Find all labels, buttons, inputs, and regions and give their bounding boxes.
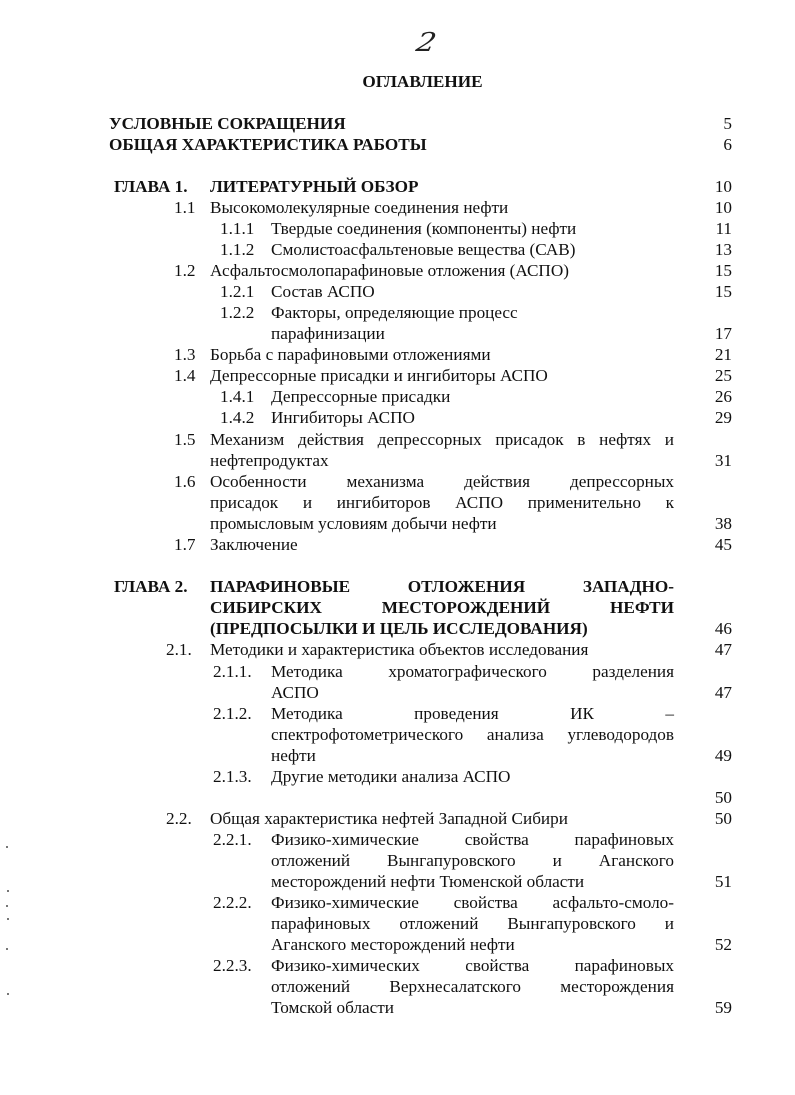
section-number: 1.5 [174, 430, 196, 449]
scan-speck [7, 918, 9, 920]
chapter-2-label: ГЛАВА 2. [114, 577, 188, 596]
toc-page-number: 31 [714, 451, 732, 470]
toc-entry-general-characteristics[interactable]: ОБЩАЯ ХАРАКТЕРИСТИКА РАБОТЫ [109, 135, 427, 154]
toc-entry-1-2-2-line2[interactable]: парафинизации [271, 324, 385, 343]
toc-page-number: 10 [714, 198, 732, 217]
toc-page-number: 29 [714, 408, 732, 427]
toc-entry-2-2-2-line2[interactable]: парафиновых отложений Вынгапуровского и [271, 914, 674, 933]
toc-page-number: 25 [714, 366, 732, 385]
toc-entry-2-1-3[interactable]: Другие методики анализа АСПО [271, 767, 511, 786]
section-number: 1.4 [174, 366, 196, 385]
scan-speck [7, 890, 9, 892]
toc-entry-1-1-1[interactable]: Твердые соединения (компоненты) нефти [271, 219, 577, 238]
toc-page-number: 46 [714, 619, 732, 638]
toc-entry-2-1-1-line2[interactable]: АСПО [271, 683, 319, 702]
toc-entry-1-3[interactable]: Борьба с парафиновыми отложениями [210, 345, 491, 364]
toc-page-number: 10 [714, 177, 732, 196]
toc-entry-1-4-2[interactable]: Ингибиторы АСПО [271, 408, 415, 427]
toc-entry-1-2[interactable]: Асфальтосмолопарафиновые отложения (АСПО) [210, 261, 569, 280]
section-number: 2.2.2. [213, 893, 252, 912]
toc-entry-1-5-line1[interactable]: Механизм действия депрессорных присадок в нефтях и [210, 430, 674, 449]
toc-page-number: 6 [723, 135, 732, 154]
section-number: 2.1.2. [213, 704, 252, 723]
section-number: 1.2 [174, 261, 196, 280]
toc-page-number: 15 [714, 261, 732, 280]
toc-page-number: 21 [714, 345, 732, 364]
toc-page-number: 50 [714, 809, 732, 828]
toc-page-number: 15 [714, 282, 732, 301]
toc-page-number: 45 [714, 535, 732, 554]
toc-entry-2-2-2-line1[interactable]: Физико-химические свойства асфальто-смоло- [271, 893, 674, 912]
scan-speck [6, 948, 8, 950]
toc-entry-2-1-2-line1[interactable]: Методика проведения ИК – [271, 704, 674, 723]
toc-page-number: 5 [723, 114, 732, 133]
section-number: 1.1 [174, 198, 196, 217]
toc-entry-2-1-1-line1[interactable]: Методика хроматографического разделения [271, 662, 674, 681]
toc-page-number: 26 [714, 387, 732, 406]
toc-page-number: 47 [714, 683, 732, 702]
toc-entry-1-4[interactable]: Депрессорные присадки и ингибиторы АСПО [210, 366, 548, 385]
toc-page-number: 59 [714, 998, 732, 1017]
section-number: 1.6 [174, 472, 196, 491]
section-number: 2.2.3. [213, 956, 252, 975]
toc-entry-1-6-line1[interactable]: Особенности механизма действия депрессорных [210, 472, 674, 491]
toc-entry-1-2-1[interactable]: Состав АСПО [271, 282, 375, 301]
toc-entry-2-2-1-line2[interactable]: отложений Вынгапуровского и Аганского [271, 851, 674, 870]
toc-entry-2-1[interactable]: Методики и характеристика объектов исследования [210, 640, 589, 659]
toc-page-number: 49 [714, 746, 732, 765]
toc-entry-1-5-line2[interactable]: нефтепродуктах [210, 451, 329, 470]
toc-entry-2-2-1-line1[interactable]: Физико-химические свойства парафиновых [271, 830, 674, 849]
scan-speck [6, 846, 8, 848]
chapter-2-title-line3[interactable]: (ПРЕДПОСЫЛКИ И ЦЕЛЬ ИССЛЕДОВАНИЯ) [210, 619, 588, 638]
section-number: 1.1.2 [220, 240, 255, 259]
toc-entry-1-6-line2[interactable]: присадок и ингибиторов АСПО применительно к [210, 493, 674, 512]
toc-entry-1-4-1[interactable]: Депрессорные присадки [271, 387, 451, 406]
toc-entry-2-1-2-line3[interactable]: нефти [271, 746, 316, 765]
scan-speck [6, 905, 8, 907]
handwritten-page-number: 2 [413, 28, 439, 58]
toc-page-number: 17 [714, 324, 732, 343]
section-number: 1.4.2 [220, 408, 255, 427]
section-number: 1.2.2 [220, 303, 255, 322]
scan-speck [7, 993, 9, 995]
section-number: 2.2.1. [213, 830, 252, 849]
section-number: 1.7 [174, 535, 196, 554]
toc-entry-2-2-3-line2[interactable]: отложений Верхнесалатского месторождения [271, 977, 674, 996]
section-number: 1.3 [174, 345, 196, 364]
section-number: 2.1.3. [213, 767, 252, 786]
toc-entry-2-2[interactable]: Общая характеристика нефтей Западной Сибири [210, 809, 568, 828]
toc-page-number: 52 [714, 935, 732, 954]
toc-entry-2-2-3-line1[interactable]: Физико-химических свойства парафиновых [271, 956, 674, 975]
toc-page-number: 47 [714, 640, 732, 659]
toc-entry-abbreviations[interactable]: УСЛОВНЫЕ СОКРАЩЕНИЯ [109, 114, 346, 133]
toc-entry-1-1[interactable]: Высокомолекулярные соединения нефти [210, 198, 509, 217]
toc-page-number: 13 [714, 240, 732, 259]
toc-entry-2-2-3-line3[interactable]: Томской области [271, 998, 394, 1017]
toc-page-number: 11 [715, 219, 732, 238]
toc-entry-1-2-2-line1[interactable]: Факторы, определяющие процесс [271, 303, 518, 322]
toc-page-number: 50 [714, 788, 732, 807]
chapter-1-title[interactable]: ЛИТЕРАТУРНЫЙ ОБЗОР [210, 177, 419, 196]
section-number: 1.1.1 [220, 219, 255, 238]
toc-entry-1-1-2[interactable]: Смолистоасфальтеновые вещества (САВ) [271, 240, 576, 259]
toc-entry-1-6-line3[interactable]: промысловым условиям добычи нефти [210, 514, 497, 533]
toc-entry-2-2-1-line3[interactable]: месторождений нефти Тюменской области [271, 872, 585, 891]
toc-page-number: 51 [714, 872, 732, 891]
section-number: 1.4.1 [220, 387, 255, 406]
toc-entry-1-7[interactable]: Заключение [210, 535, 298, 554]
section-number: 2.1.1. [213, 662, 252, 681]
page-title: ОГЛАВЛЕНИЕ [362, 72, 483, 91]
toc-page-number: 38 [714, 514, 732, 533]
toc-entry-2-2-2-line3[interactable]: Аганского месторождений нефти [271, 935, 515, 954]
chapter-2-title-line2[interactable]: СИБИРСКИХ МЕСТОРОЖДЕНИЙ НЕФТИ [210, 598, 674, 617]
chapter-1-label: ГЛАВА 1. [114, 177, 188, 196]
toc-entry-2-1-2-line2[interactable]: спектрофотометрического анализа углеводородов [271, 725, 674, 744]
section-number: 2.1. [166, 640, 192, 659]
section-number: 1.2.1 [220, 282, 255, 301]
section-number: 2.2. [166, 809, 192, 828]
chapter-2-title-line1[interactable]: ПАРАФИНОВЫЕ ОТЛОЖЕНИЯ ЗАПАДНО- [210, 577, 674, 596]
